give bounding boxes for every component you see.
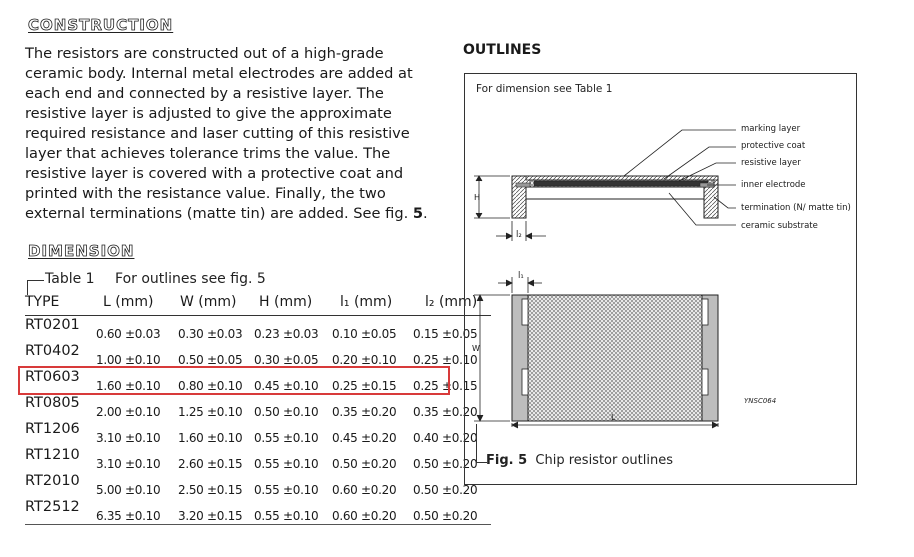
figure-title: Chip resistor outlines — [535, 453, 674, 468]
figure-note: For dimension see Table 1 — [476, 83, 613, 95]
table-cell-value: 0.45 ±0.20 — [332, 431, 397, 445]
label-termination: termination (N/ matte tin) — [741, 203, 851, 213]
label-resistive-layer: resistive layer — [741, 158, 801, 168]
table-cell-type: RT1206 — [25, 421, 80, 437]
table-cell-value: 2.00 ±0.10 — [96, 405, 161, 419]
table-cell-value: 0.20 ±0.10 — [332, 353, 397, 367]
label-protective-coat: protective coat — [741, 141, 806, 151]
table-cell-value: 0.25 ±0.10 — [413, 353, 478, 367]
table-cell-value: 0.30 ±0.03 — [178, 327, 243, 341]
table-cell-value: 0.50 ±0.20 — [413, 457, 478, 471]
side-view — [512, 176, 718, 218]
table-cell-value: 1.00 ±0.10 — [96, 353, 161, 367]
highlight-box — [18, 366, 450, 395]
table-cell-value: 3.10 ±0.10 — [96, 431, 161, 445]
table-cell-value: 1.25 ±0.10 — [178, 405, 243, 419]
dim-l1-label: l₁ — [518, 271, 524, 281]
table-cell-value: 0.50 ±0.05 — [178, 353, 243, 367]
table-cell-value: 3.20 ±0.15 — [176, 498, 252, 525]
table-row — [25, 472, 491, 498]
table-cell-value: 2.50 ±0.15 — [178, 483, 243, 497]
table-cell-value: 0.30 ±0.05 — [254, 353, 319, 367]
table-cell-value: 0.60 ±0.20 — [330, 498, 411, 525]
table-cell-value: 0.55 ±0.10 — [254, 457, 319, 471]
table-row — [25, 394, 491, 420]
table-cell-value: 6.35 ±0.10 — [91, 498, 176, 525]
table-cell-type: RT0402 — [25, 343, 80, 359]
col-header-w: W (mm) — [176, 291, 252, 316]
table-row — [25, 342, 491, 368]
table-cell-value: 2.60 ±0.15 — [178, 457, 243, 471]
table-cell-value: 0.15 ±0.05 — [413, 327, 478, 341]
drawing-code: YNSC064 — [744, 397, 777, 405]
table-cell-value: 0.50 ±0.20 — [411, 498, 491, 525]
top-view — [512, 295, 718, 421]
table-cell-value: 3.10 ±0.10 — [96, 457, 161, 471]
figure-label: Fig. 5 — [486, 453, 528, 468]
table-caption — [27, 271, 266, 287]
w-dimension — [474, 295, 510, 421]
col-header-l2: l₂ (mm) — [411, 291, 491, 316]
dim-l-label: L — [611, 413, 616, 422]
dimension-heading: DIMENSION — [28, 242, 135, 260]
dim-l2-label: l₂ — [516, 230, 522, 240]
table-cell-type: RT2512 — [25, 498, 91, 525]
table-cell-type: RT1210 — [25, 447, 80, 463]
table-row — [25, 420, 491, 446]
table-cell-value: 0.50 ±0.10 — [254, 405, 319, 419]
table-caption-ref: For outlines see fig. 5 — [115, 271, 266, 287]
table-cell-value: 0.40 ±0.20 — [413, 431, 478, 445]
table-cell-value: 0.45 ±0.10 — [254, 379, 319, 393]
table-row — [25, 316, 491, 343]
table-cell-value: 0.60 ±0.03 — [96, 327, 161, 341]
table-cell-value: 0.55 ±0.10 — [254, 483, 319, 497]
table-cell-value: 0.50 ±0.20 — [413, 483, 478, 497]
construction-heading: CONSTRUCTION — [28, 16, 174, 34]
table-header-row — [25, 291, 491, 316]
table-cell-value: 0.10 ±0.05 — [332, 327, 397, 341]
table-caption-label: Table 1 — [45, 271, 95, 287]
dimension-table — [25, 291, 491, 525]
label-marking-layer: marking layer — [741, 124, 801, 134]
table-cell-type: RT2010 — [25, 473, 80, 489]
label-inner-electrode: inner electrode — [741, 180, 806, 190]
table-cell-value: 0.35 ±0.20 — [413, 405, 478, 419]
figure-caption — [486, 453, 673, 468]
table-cell-type: RT0201 — [25, 317, 80, 333]
dim-w-label: W — [472, 344, 480, 353]
construction-paragraph — [25, 44, 445, 224]
construction-fig-ref: 5 — [412, 205, 424, 222]
table-cell-type: RT0805 — [25, 395, 80, 411]
table-row — [25, 446, 491, 472]
table-cell-value: 1.60 ±0.10 — [96, 379, 161, 393]
table-cell-value: 0.60 ±0.20 — [332, 483, 397, 497]
table-cell-value: 0.25 ±0.15 — [413, 379, 478, 393]
table-cell-value: 1.60 ±0.10 — [178, 431, 243, 445]
table-row — [25, 498, 491, 525]
table-cell-value: 0.23 ±0.03 — [254, 327, 319, 341]
table-cell-value: 0.55 ±0.10 — [254, 431, 319, 445]
table-cell-value: 5.00 ±0.10 — [96, 483, 161, 497]
table-cell-value: 0.80 ±0.10 — [178, 379, 243, 393]
construction-text-end: . — [423, 205, 428, 222]
table-cell-value: 0.50 ±0.20 — [332, 457, 397, 471]
construction-text: The resistors are constructed out of a high-grade ceramic body. Internal metal electrodes are added at each end and connected by a resistive layer. The resistive layer is adjusted to give the approximate required resistance and laser cutting of this resistive layer that achieves tolerance trims the value. The resistive layer is covered with a protective coat and printed with the resistance value. Finally, the two external terminations (matte tin) are added. See fig. — [25, 45, 413, 222]
outlines-heading: OUTLINES — [463, 42, 542, 58]
table-cell-value: 0.55 ±0.10 — [252, 498, 330, 525]
table-cell-type: RT0603 — [25, 369, 80, 385]
col-header-type: TYPE — [25, 291, 91, 316]
label-ceramic-substrate: ceramic substrate — [741, 221, 818, 231]
col-header-h: H (mm) — [252, 291, 330, 316]
dim-h-label: H — [474, 193, 481, 202]
table-cell-value: 0.35 ±0.20 — [332, 405, 397, 419]
table-cell-value: 0.25 ±0.15 — [332, 379, 397, 393]
col-header-l: L (mm) — [91, 291, 176, 316]
col-header-l1: l₁ (mm) — [330, 291, 411, 316]
